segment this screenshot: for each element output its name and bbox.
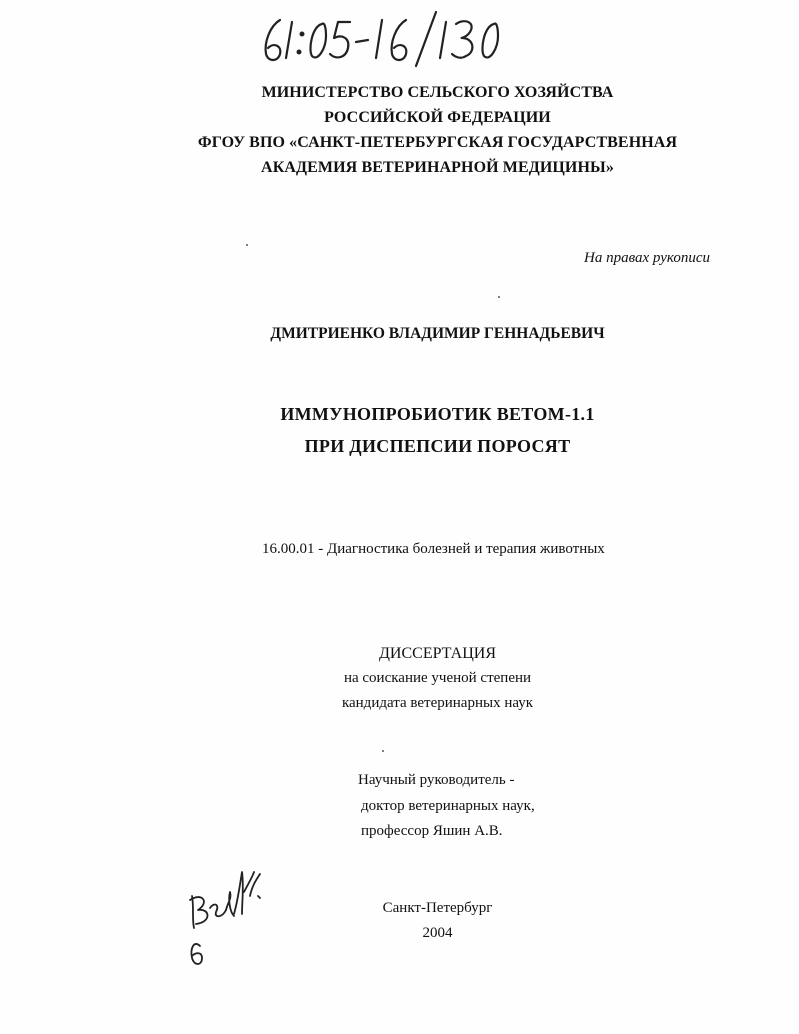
institution-line-3: ФГОУ ВПО «САНКТ-ПЕТЕРБУРГСКАЯ ГОСУДАРСТВЕННАЯ [197,134,678,151]
scan-speck [498,296,500,298]
scan-speck [246,244,248,246]
handwritten-signature [180,862,270,972]
handwritten-code-drawing [250,8,530,68]
dissertation-title-line-1: ИММУНОПРОБИОТИК ВЕТОМ-1.1 [280,404,595,424]
institution-line-1: МИНИСТЕРСТВО СЕЛЬСКОГО ХОЗЯЙСТВА [261,84,614,101]
handwritten-archive-code [250,8,530,68]
author-name: ДМИТРИЕНКО ВЛАДИМИР ГЕННАДЬЕВИЧ [270,325,605,342]
scan-speck [382,750,384,752]
institution-line-2: РОССИЙСКОЙ ФЕДЕРАЦИИ [324,109,551,126]
specialty-code: 16.00.01 - Диагностика болезней и терапия животных [262,541,605,557]
publication-city: Санкт-Петербург [382,900,493,916]
degree-name-line: кандидата ветеринарных наук [341,695,534,711]
manuscript-rights-note: На правах рукописи [584,250,710,266]
supervisor-label: Научный руководитель - [358,772,515,788]
degree-purpose-line: на соискание ученой степени [343,670,532,686]
supervisor-name: профессор Яшин А.В. [361,823,503,839]
supervisor-degree: доктор ветеринарных наук, [361,798,535,814]
signature-drawing [180,862,270,972]
institution-line-4: АКАДЕМИЯ ВЕТЕРИНАРНОЙ МЕДИЦИНЫ» [261,159,614,176]
document-type-heading: ДИССЕРТАЦИЯ [379,645,496,662]
publication-year: 2004 [422,925,453,941]
dissertation-title-line-2: ПРИ ДИСПЕПСИИ ПОРОСЯТ [304,436,571,456]
